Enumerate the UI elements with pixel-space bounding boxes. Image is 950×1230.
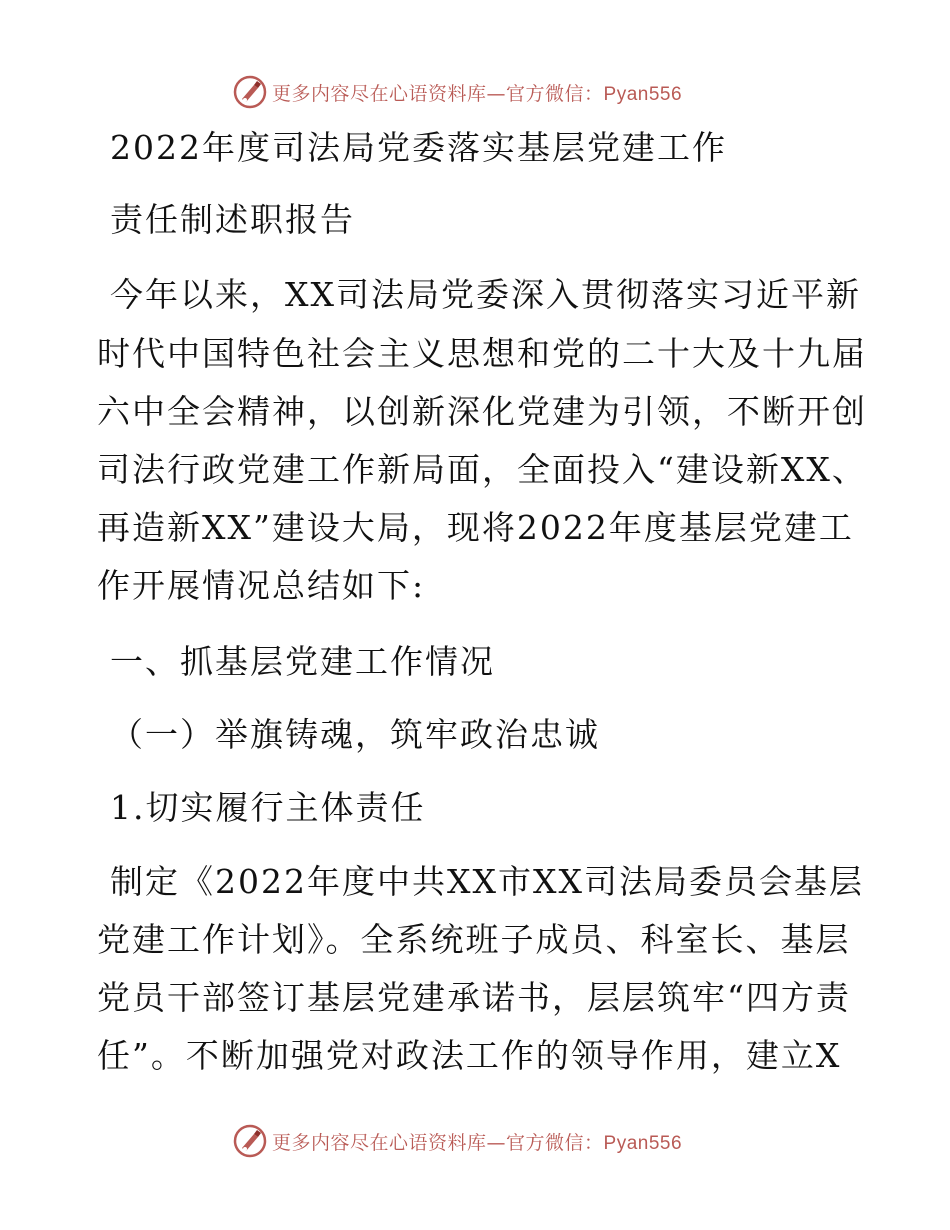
watermark-id: Pyan556 [603,1132,683,1154]
watermark-suffix: 官方微信： [506,1131,604,1154]
intro-line: 作开展情况总结如下: [97,566,426,605]
watermark-site: 更多内容尽在心语资料库 [272,1131,487,1154]
watermark-dash: — [486,82,507,105]
watermark-site: 更多内容尽在心语资料库 [272,82,487,105]
intro-line: 再造新XX”建设大局，现将2022年度基层党建工 [97,508,854,547]
watermark-header [232,72,682,112]
pen-logo-icon [232,1123,268,1159]
body-line: 制定《2022年度中共XX市XX司法局委员会基层 [110,862,864,901]
body-line: 党员干部签订基层党建承诺书，层层筑牢“四方责 [97,978,851,1017]
intro-line: 司法行政党建工作新局面，全面投入“建设新XX、 [97,450,867,489]
document-title-line-1: 2022年度司法局党委落实基层党建工作 [110,128,727,167]
section-heading: 一、抓基层党建工作情况 [110,642,495,681]
pen-logo-icon [232,74,268,110]
intro-line: 六中全会精神，以创新深化党建为引领，不断开创 [97,392,867,431]
watermark-text [272,1128,682,1155]
watermark-id: Pyan556 [603,83,683,105]
body-line: 党建工作计划》。全系统班子成员、科室长、基层 [97,920,851,959]
item-heading: 1.切实履行主体责任 [110,788,426,827]
document-title-line-2: 责任制述职报告 [110,200,355,239]
subsection-heading: （一）举旗铸魂，筑牢政治忠诚 [110,715,600,754]
watermark-text [272,79,682,106]
watermark-footer [232,1121,682,1161]
watermark-suffix: 官方微信： [506,82,604,105]
body-line: 任”。不断加强党对政法工作的领导作用，建立X [97,1036,842,1075]
intro-line: 今年以来，XX司法局党委深入贯彻落实习近平新 [110,275,861,314]
intro-line: 时代中国特色社会主义思想和党的二十大及十九届 [97,334,867,373]
watermark-dash: — [486,1131,507,1154]
